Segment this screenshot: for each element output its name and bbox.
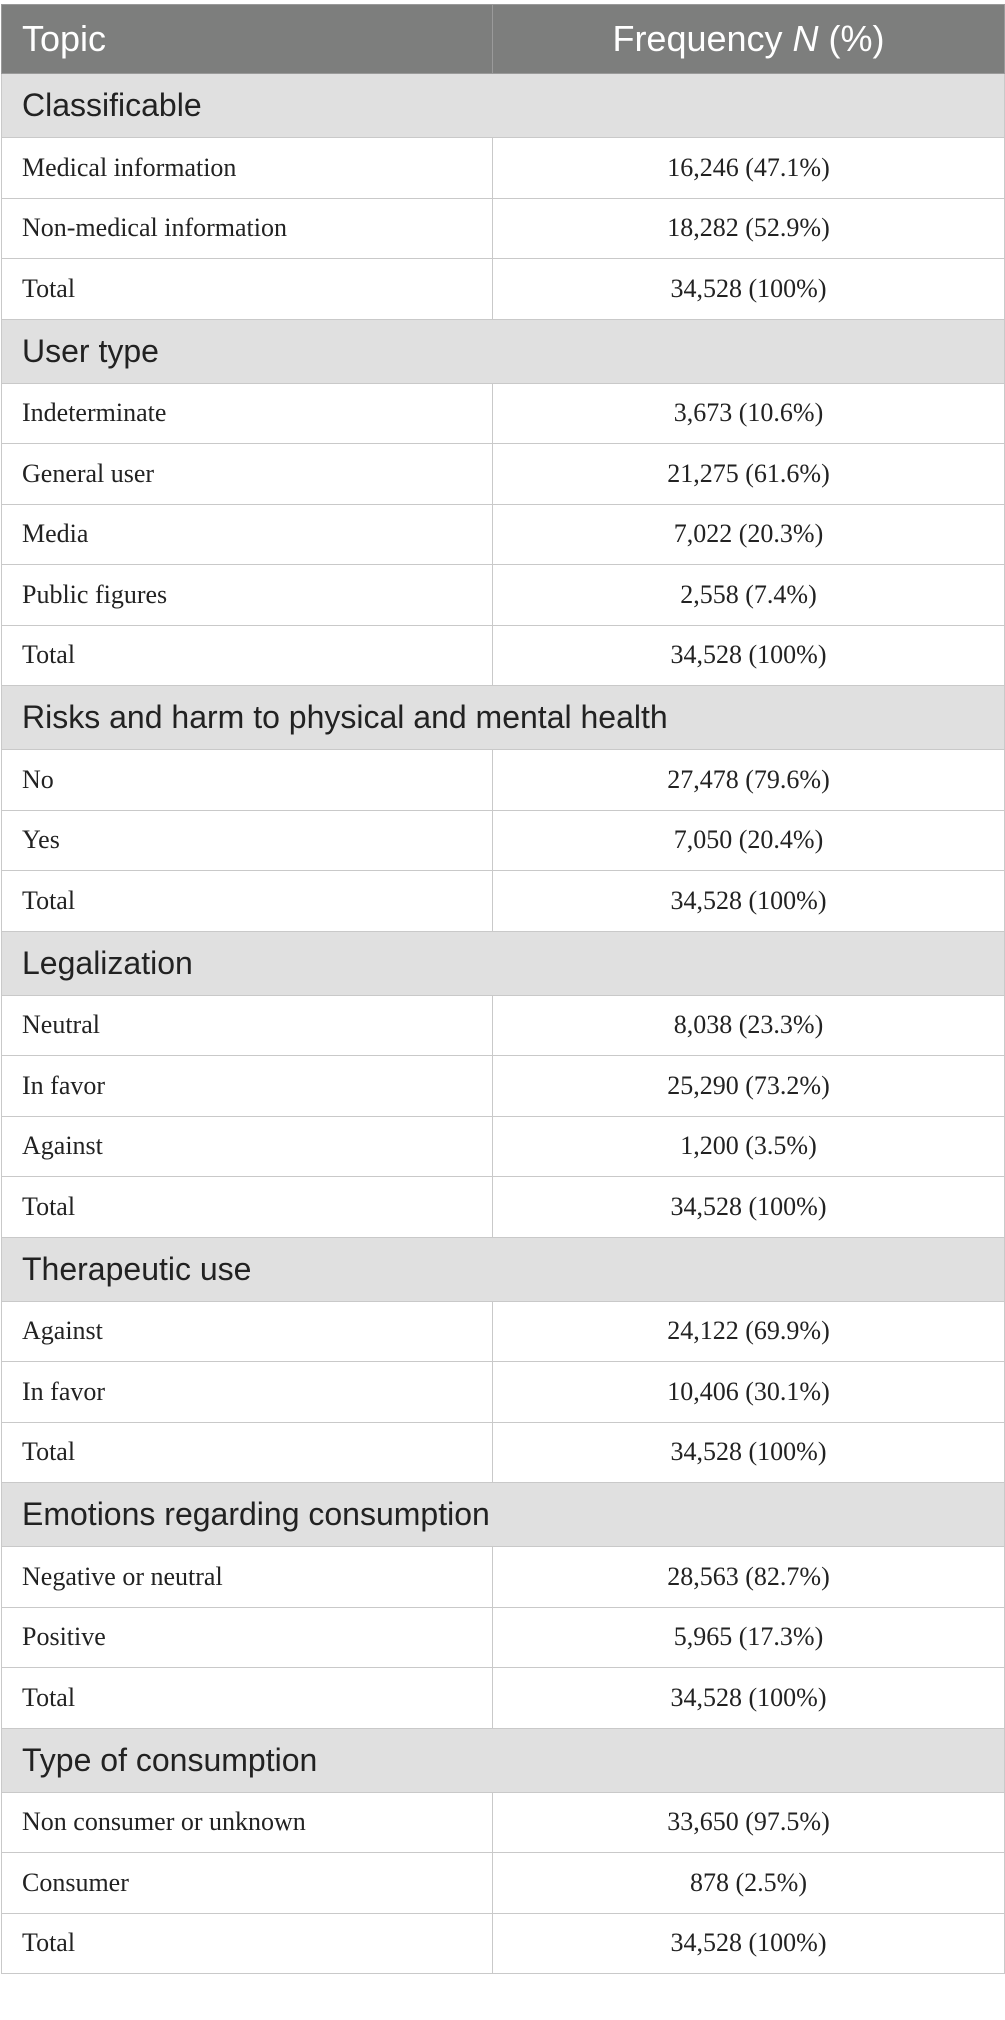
table-row (2, 810, 1005, 871)
row-value: 18,282 (52.9%) (493, 198, 1005, 259)
row-value: 7,050 (20.4%) (493, 810, 1005, 871)
row-value: 8,038 (23.3%) (493, 995, 1005, 1056)
section-title: Type of consumption (2, 1728, 1005, 1792)
table-row (2, 138, 1005, 199)
row-value: 5,965 (17.3%) (493, 1607, 1005, 1668)
table-row (2, 1792, 1005, 1853)
frequency-header-suffix: (%) (818, 18, 885, 59)
frequency-header-prefix: Frequency (612, 18, 793, 59)
row-label: Media (2, 504, 493, 565)
table-row (2, 1422, 1005, 1483)
table-row (2, 1056, 1005, 1117)
row-value: 1,200 (3.5%) (493, 1116, 1005, 1177)
row-value: 34,528 (100%) (493, 1422, 1005, 1483)
section-header-row (2, 1483, 1005, 1547)
section-header-row (2, 319, 1005, 383)
row-value: 34,528 (100%) (493, 1177, 1005, 1238)
row-label: Total (2, 1177, 493, 1238)
row-label: General user (2, 444, 493, 505)
row-value: 34,528 (100%) (493, 625, 1005, 686)
row-label: Consumer (2, 1853, 493, 1914)
row-label: Medical information (2, 138, 493, 199)
table-row (2, 565, 1005, 626)
row-label: Positive (2, 1607, 493, 1668)
section-title: Therapeutic use (2, 1237, 1005, 1301)
row-value: 16,246 (47.1%) (493, 138, 1005, 199)
table-row (2, 504, 1005, 565)
row-label: Neutral (2, 995, 493, 1056)
row-label: Total (2, 1422, 493, 1483)
row-label: Indeterminate (2, 383, 493, 444)
row-label: Total (2, 1668, 493, 1729)
row-value: 34,528 (100%) (493, 1668, 1005, 1729)
section-header-row (2, 1728, 1005, 1792)
row-value: 25,290 (73.2%) (493, 1056, 1005, 1117)
row-value: 34,528 (100%) (493, 1913, 1005, 1974)
table-row (2, 1547, 1005, 1608)
table-row (2, 1177, 1005, 1238)
row-label: Yes (2, 810, 493, 871)
row-value: 34,528 (100%) (493, 259, 1005, 320)
row-value: 34,528 (100%) (493, 871, 1005, 932)
table-row (2, 1116, 1005, 1177)
row-label: Non-medical information (2, 198, 493, 259)
row-value: 7,022 (20.3%) (493, 504, 1005, 565)
table-row (2, 444, 1005, 505)
row-value: 878 (2.5%) (493, 1853, 1005, 1914)
row-label: No (2, 750, 493, 811)
section-header-row (2, 1237, 1005, 1301)
row-label: Public figures (2, 565, 493, 626)
section-header-row (2, 931, 1005, 995)
table-row (2, 750, 1005, 811)
section-title: Risks and harm to physical and mental health (2, 686, 1005, 750)
table-row (2, 198, 1005, 259)
table-row (2, 1362, 1005, 1423)
table-row (2, 1913, 1005, 1974)
table-body (2, 74, 1005, 1974)
row-value: 24,122 (69.9%) (493, 1301, 1005, 1362)
section-title: Emotions regarding consumption (2, 1483, 1005, 1547)
section-title: Classificable (2, 74, 1005, 138)
table-row (2, 1853, 1005, 1914)
row-label: Against (2, 1301, 493, 1362)
row-value: 28,563 (82.7%) (493, 1547, 1005, 1608)
frequency-header-n: N (792, 18, 819, 59)
table-row (2, 995, 1005, 1056)
row-value: 27,478 (79.6%) (493, 750, 1005, 811)
section-title: Legalization (2, 931, 1005, 995)
row-label: Total (2, 625, 493, 686)
column-header-topic: Topic (2, 5, 493, 74)
row-value: 2,558 (7.4%) (493, 565, 1005, 626)
section-title: User type (2, 319, 1005, 383)
row-value: 33,650 (97.5%) (493, 1792, 1005, 1853)
row-label: Negative or neutral (2, 1547, 493, 1608)
row-value: 10,406 (30.1%) (493, 1362, 1005, 1423)
row-label: Total (2, 871, 493, 932)
column-header-frequency (493, 5, 1005, 74)
row-label: Total (2, 1913, 493, 1974)
table-row (2, 625, 1005, 686)
table-row (2, 1607, 1005, 1668)
table-row (2, 1301, 1005, 1362)
row-label: In favor (2, 1056, 493, 1117)
row-value: 3,673 (10.6%) (493, 383, 1005, 444)
table-row (2, 871, 1005, 932)
table-row (2, 259, 1005, 320)
table-header-row (2, 5, 1005, 74)
section-header-row (2, 74, 1005, 138)
row-value: 21,275 (61.6%) (493, 444, 1005, 505)
table-row (2, 1668, 1005, 1729)
row-label: In favor (2, 1362, 493, 1423)
frequency-table (1, 4, 1005, 1974)
table-row (2, 383, 1005, 444)
section-header-row (2, 686, 1005, 750)
row-label: Non consumer or unknown (2, 1792, 493, 1853)
row-label: Against (2, 1116, 493, 1177)
row-label: Total (2, 259, 493, 320)
